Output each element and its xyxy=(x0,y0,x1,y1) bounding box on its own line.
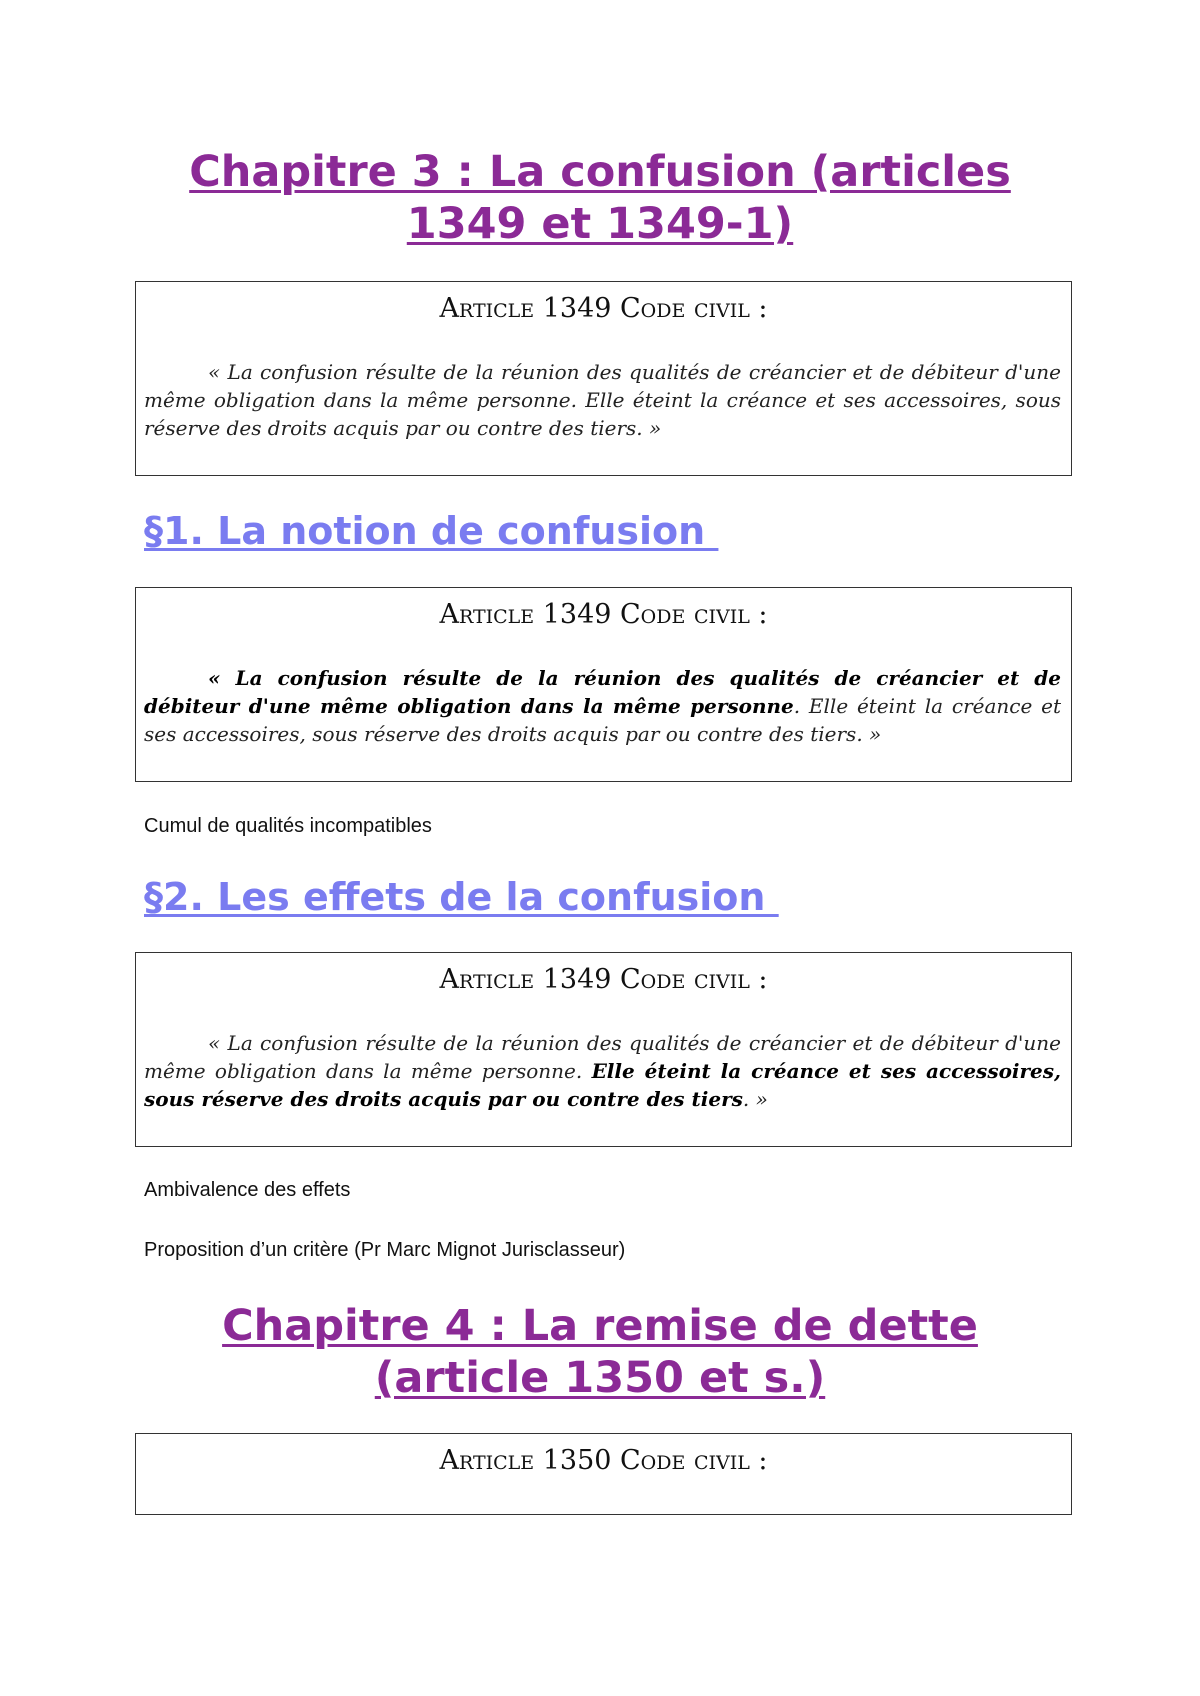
chapter-4-title xyxy=(120,1300,1080,1404)
article-quote xyxy=(144,1029,1061,1113)
article-heading: Article 1349 Code civil : xyxy=(439,599,768,630)
article-quote-end: . » xyxy=(742,1087,768,1111)
note-ambivalence: Ambivalence des effets xyxy=(144,1179,351,1201)
article-quote xyxy=(144,664,1061,748)
article-box-1 xyxy=(135,281,1072,476)
article-quote-bold: Elle éteint la créance et ses accessoires, sous réserve des droits acquis par ou contre des tiers xyxy=(144,1059,1061,1111)
article-quote-plain: « La confusion résulte de la réunion des qualités de créancier et de débiteur d'une même obligation dans la même personne. xyxy=(144,1031,1061,1083)
chapter-3-title xyxy=(120,146,1080,250)
article-heading: Article 1349 Code civil : xyxy=(439,293,768,324)
article-quote: « La confusion résulte de la réunion des qualités de créancier et de débiteur d'une même obligation dans la même personne. Elle éteint la créance et ses accessoires, sous réserve des droits acquis par ou contre des tiers. » xyxy=(144,360,1061,440)
article-quote-rest: . Elle éteint la créance et ses accessoires, sous réserve des droits acquis par ou contre des tiers. » xyxy=(144,694,1062,746)
article-box-3 xyxy=(135,952,1072,1147)
article-heading: Article 1350 Code civil : xyxy=(439,1445,768,1476)
section-1-title: §1. La notion de confusion xyxy=(144,509,719,553)
note-cumul: Cumul de qualités incompatibles xyxy=(144,815,432,837)
article-box-2 xyxy=(135,587,1072,782)
article-box-4 xyxy=(135,1433,1072,1515)
chapter-3-title-line2: 1349 et 1349-1) xyxy=(406,199,794,249)
chapter-4-title-line1: Chapitre 4 : La remise de dette xyxy=(222,1301,978,1351)
note-proposition: Proposition d’un critère (Pr Marc Mignot Jurisclasseur) xyxy=(144,1239,626,1261)
article-heading: Article 1349 Code civil : xyxy=(439,964,768,995)
chapter-3-title-line1: Chapitre 3 : La confusion (articles xyxy=(189,147,1011,197)
article-quote-bold: « La confusion résulte de la réunion des qualités de créancier et de débiteur d'une même obligation dans la même personne xyxy=(144,666,1061,718)
chapter-4-title-line2: (article 1350 et s.) xyxy=(374,1353,826,1403)
section-2-title: §2. Les effets de la confusion xyxy=(144,875,779,919)
